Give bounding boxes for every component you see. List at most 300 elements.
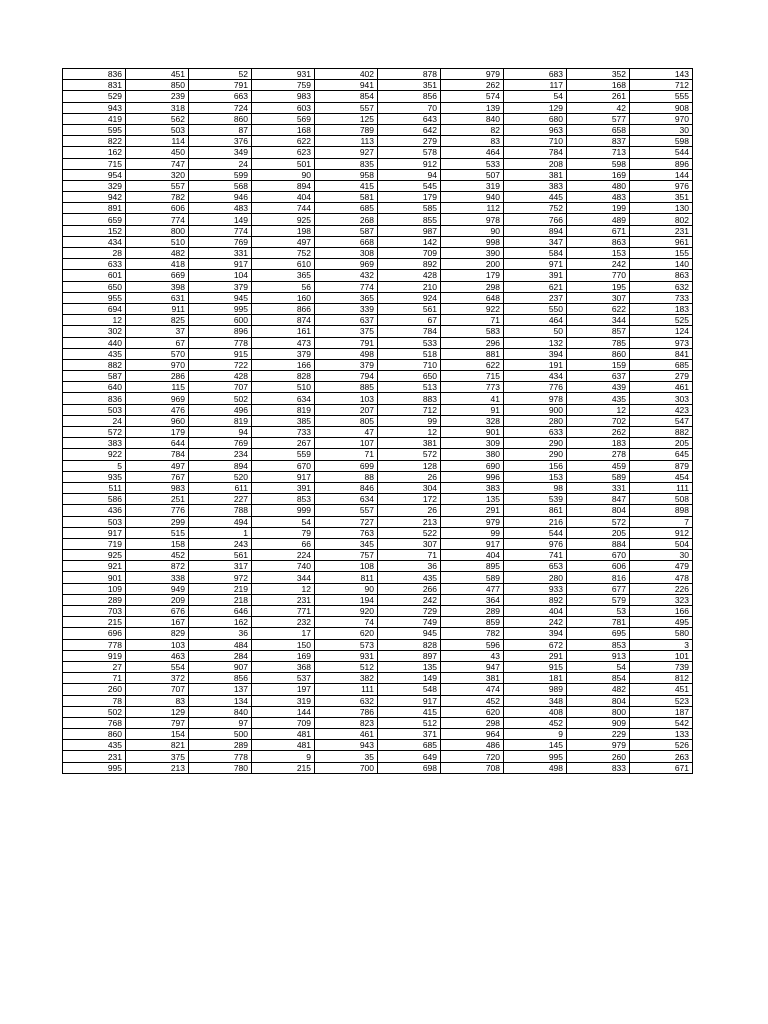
- table-cell: 921: [63, 561, 126, 572]
- table-cell: 402: [315, 69, 378, 80]
- table-row: [63, 315, 693, 326]
- table-row: [63, 438, 693, 449]
- table-cell: 489: [567, 214, 630, 225]
- table-cell: 872: [126, 561, 189, 572]
- table-row: [63, 203, 693, 214]
- table-cell: 931: [252, 69, 315, 80]
- table-cell: 741: [504, 550, 567, 561]
- table-cell: 894: [504, 225, 567, 236]
- table-cell: 973: [630, 337, 693, 348]
- table-row: [63, 538, 693, 549]
- table-cell: 229: [567, 729, 630, 740]
- table-row: [63, 717, 693, 728]
- table-cell: 215: [63, 617, 126, 628]
- table-cell: 91: [441, 404, 504, 415]
- table-cell: 696: [63, 628, 126, 639]
- table-row: [63, 695, 693, 706]
- table-cell: 907: [189, 661, 252, 672]
- table-cell: 464: [441, 147, 504, 158]
- table-row: [63, 359, 693, 370]
- table-row: [63, 460, 693, 471]
- table-cell: 584: [504, 248, 567, 259]
- table-cell: 920: [315, 606, 378, 617]
- table-row: [63, 80, 693, 91]
- table-cell: 480: [567, 180, 630, 191]
- table-cell: 234: [189, 449, 252, 460]
- table-cell: 784: [378, 326, 441, 337]
- table-cell: 42: [567, 102, 630, 113]
- table-cell: 712: [630, 80, 693, 91]
- table-cell: 620: [315, 628, 378, 639]
- table-cell: 583: [441, 326, 504, 337]
- table-cell: 1: [189, 527, 252, 538]
- table-cell: 769: [189, 438, 252, 449]
- table-cell: 128: [378, 460, 441, 471]
- table-cell: 36: [378, 561, 441, 572]
- table-cell: 784: [126, 449, 189, 460]
- table-cell: 419: [63, 113, 126, 124]
- table-cell: 143: [630, 69, 693, 80]
- table-row: [63, 639, 693, 650]
- table-row: [63, 192, 693, 203]
- table-cell: 111: [630, 482, 693, 493]
- table-cell: 296: [441, 337, 504, 348]
- table-cell: 50: [504, 326, 567, 337]
- table-cell: 504: [630, 538, 693, 549]
- table-cell: 828: [378, 639, 441, 650]
- table-cell: 797: [126, 717, 189, 728]
- table-cell: 226: [630, 583, 693, 594]
- table-cell: 210: [378, 281, 441, 292]
- table-cell: 107: [315, 438, 378, 449]
- table-cell: 319: [252, 695, 315, 706]
- table-cell: 329: [63, 180, 126, 191]
- table-cell: 522: [378, 527, 441, 538]
- table-cell: 461: [315, 729, 378, 740]
- table-cell: 232: [252, 617, 315, 628]
- table-cell: 854: [315, 91, 378, 102]
- table-cell: 365: [315, 292, 378, 303]
- table-cell: 477: [441, 583, 504, 594]
- table-cell: 503: [63, 516, 126, 527]
- table-cell: 863: [567, 236, 630, 247]
- table-cell: 435: [378, 572, 441, 583]
- table-cell: 503: [63, 404, 126, 415]
- table-cell: 135: [378, 661, 441, 672]
- table-row: [63, 684, 693, 695]
- table-cell: 348: [504, 695, 567, 706]
- table-cell: 778: [63, 639, 126, 650]
- table-cell: 149: [189, 214, 252, 225]
- table-row: [63, 326, 693, 337]
- table-cell: 995: [63, 762, 126, 773]
- table-cell: 149: [378, 673, 441, 684]
- table-cell: 729: [378, 606, 441, 617]
- table-row: [63, 594, 693, 605]
- table-cell: 103: [126, 639, 189, 650]
- table-cell: 976: [504, 538, 567, 549]
- table-cell: 183: [630, 303, 693, 314]
- table-cell: 945: [378, 628, 441, 639]
- table-cell: 289: [63, 594, 126, 605]
- table-cell: 464: [504, 315, 567, 326]
- table-cell: 112: [441, 203, 504, 214]
- table-cell: 778: [189, 337, 252, 348]
- table-cell: 168: [252, 124, 315, 135]
- table-cell: 262: [567, 427, 630, 438]
- table-cell: 646: [189, 606, 252, 617]
- table-cell: 523: [630, 695, 693, 706]
- table-cell: 216: [504, 516, 567, 527]
- table-cell: 415: [315, 180, 378, 191]
- table-cell: 260: [63, 684, 126, 695]
- table-cell: 776: [504, 382, 567, 393]
- table-cell: 317: [189, 561, 252, 572]
- table-cell: 931: [315, 650, 378, 661]
- table-cell: 213: [126, 762, 189, 773]
- table-cell: 12: [252, 583, 315, 594]
- table-cell: 963: [504, 124, 567, 135]
- table-cell: 153: [504, 471, 567, 482]
- table-cell: 570: [126, 348, 189, 359]
- table-row: [63, 214, 693, 225]
- table-cell: 724: [189, 102, 252, 113]
- table-row: [63, 427, 693, 438]
- table-cell: 510: [126, 236, 189, 247]
- table-cell: 213: [378, 516, 441, 527]
- table-cell: 883: [378, 393, 441, 404]
- table-cell: 371: [378, 729, 441, 740]
- table-cell: 242: [567, 259, 630, 270]
- table-cell: 915: [504, 661, 567, 672]
- table-cell: 5: [63, 460, 126, 471]
- table-cell: 610: [252, 259, 315, 270]
- table-cell: 482: [126, 248, 189, 259]
- table-cell: 811: [315, 572, 378, 583]
- table-cell: 733: [630, 292, 693, 303]
- table-row: [63, 617, 693, 628]
- table-row: [63, 180, 693, 191]
- table-cell: 319: [441, 180, 504, 191]
- table-cell: 954: [63, 169, 126, 180]
- table-cell: 606: [567, 561, 630, 572]
- table-cell: 733: [252, 427, 315, 438]
- table-cell: 896: [630, 158, 693, 169]
- table-cell: 87: [189, 124, 252, 135]
- table-row: [63, 270, 693, 281]
- table-cell: 368: [252, 661, 315, 672]
- table-cell: 885: [315, 382, 378, 393]
- table-cell: 861: [504, 505, 567, 516]
- table-cell: 922: [63, 449, 126, 460]
- table-cell: 383: [504, 180, 567, 191]
- table-cell: 574: [441, 91, 504, 102]
- table-row: [63, 561, 693, 572]
- table-cell: 949: [126, 583, 189, 594]
- table-cell: 280: [504, 572, 567, 583]
- table-cell: 829: [126, 628, 189, 639]
- table-cell: 79: [252, 527, 315, 538]
- table-cell: 998: [441, 236, 504, 247]
- table-cell: 109: [63, 583, 126, 594]
- table-cell: 99: [441, 527, 504, 538]
- table-cell: 500: [189, 729, 252, 740]
- table-cell: 589: [567, 471, 630, 482]
- table-cell: 580: [630, 628, 693, 639]
- table-cell: 853: [567, 639, 630, 650]
- table-cell: 774: [126, 214, 189, 225]
- table-cell: 12: [63, 315, 126, 326]
- table-cell: 209: [126, 594, 189, 605]
- table-cell: 115: [126, 382, 189, 393]
- table-cell: 303: [630, 393, 693, 404]
- table-cell: 855: [378, 214, 441, 225]
- table-cell: 715: [63, 158, 126, 169]
- table-cell: 328: [441, 415, 504, 426]
- table-cell: 286: [126, 371, 189, 382]
- table-cell: 331: [567, 482, 630, 493]
- table-cell: 194: [315, 594, 378, 605]
- table-cell: 78: [63, 695, 126, 706]
- table-cell: 30: [630, 124, 693, 135]
- table-cell: 854: [567, 673, 630, 684]
- table-cell: 539: [504, 494, 567, 505]
- table-cell: 978: [441, 214, 504, 225]
- table-cell: 771: [252, 606, 315, 617]
- table-cell: 685: [630, 359, 693, 370]
- table-row: [63, 259, 693, 270]
- table-cell: 481: [252, 740, 315, 751]
- table-cell: 428: [189, 371, 252, 382]
- table-cell: 434: [504, 371, 567, 382]
- table-cell: 482: [567, 684, 630, 695]
- table-cell: 911: [126, 303, 189, 314]
- table-row: [63, 136, 693, 147]
- table-cell: 561: [189, 550, 252, 561]
- data-table: [62, 68, 693, 774]
- table-cell: 925: [63, 550, 126, 561]
- table-cell: 150: [252, 639, 315, 650]
- table-cell: 454: [630, 471, 693, 482]
- table-cell: 299: [126, 516, 189, 527]
- table-cell: 483: [567, 192, 630, 203]
- table-cell: 644: [126, 438, 189, 449]
- table-cell: 685: [315, 203, 378, 214]
- table-cell: 620: [441, 706, 504, 717]
- table-cell: 90: [252, 169, 315, 180]
- table-cell: 909: [567, 717, 630, 728]
- table-cell: 83: [441, 136, 504, 147]
- table-cell: 784: [504, 147, 567, 158]
- table-cell: 114: [126, 136, 189, 147]
- table-cell: 847: [567, 494, 630, 505]
- table-cell: 898: [630, 505, 693, 516]
- table-cell: 695: [567, 628, 630, 639]
- table-cell: 103: [315, 393, 378, 404]
- table-cell: 291: [441, 505, 504, 516]
- table-cell: 501: [252, 158, 315, 169]
- table-cell: 483: [189, 203, 252, 214]
- table-row: [63, 169, 693, 180]
- table-cell: 943: [63, 102, 126, 113]
- table-cell: 153: [567, 248, 630, 259]
- table-cell: 67: [126, 337, 189, 348]
- table-row: [63, 494, 693, 505]
- table-cell: 882: [630, 427, 693, 438]
- table-cell: 166: [252, 359, 315, 370]
- table-cell: 304: [378, 482, 441, 493]
- table-cell: 979: [441, 69, 504, 80]
- table-cell: 289: [189, 740, 252, 751]
- table-cell: 650: [378, 371, 441, 382]
- table-cell: 473: [252, 337, 315, 348]
- table-cell: 577: [567, 113, 630, 124]
- table-cell: 197: [252, 684, 315, 695]
- table-cell: 821: [126, 740, 189, 751]
- table-cell: 933: [504, 583, 567, 594]
- table-cell: 290: [504, 449, 567, 460]
- table-cell: 289: [441, 606, 504, 617]
- table-cell: 205: [630, 438, 693, 449]
- table-cell: 111: [315, 684, 378, 695]
- table-cell: 167: [126, 617, 189, 628]
- table-row: [63, 606, 693, 617]
- table-cell: 144: [252, 706, 315, 717]
- table-cell: 896: [189, 326, 252, 337]
- table-cell: 508: [630, 494, 693, 505]
- table-cell: 598: [630, 136, 693, 147]
- table-cell: 435: [63, 348, 126, 359]
- table-cell: 404: [252, 192, 315, 203]
- table-cell: 917: [441, 538, 504, 549]
- table-cell: 345: [315, 538, 378, 549]
- table-cell: 699: [315, 460, 378, 471]
- table-cell: 800: [567, 706, 630, 717]
- table-cell: 700: [315, 762, 378, 773]
- table-cell: 542: [630, 717, 693, 728]
- table-cell: 7: [630, 516, 693, 527]
- table-cell: 36: [189, 628, 252, 639]
- table-cell: 710: [504, 136, 567, 147]
- table-cell: 856: [189, 673, 252, 684]
- table-cell: 913: [567, 650, 630, 661]
- table-row: [63, 706, 693, 717]
- table-cell: 587: [315, 225, 378, 236]
- table-cell: 70: [378, 102, 441, 113]
- table-cell: 104: [189, 270, 252, 281]
- table-cell: 623: [252, 147, 315, 158]
- table-row: [63, 673, 693, 684]
- table-cell: 559: [252, 449, 315, 460]
- table-cell: 548: [378, 684, 441, 695]
- table-cell: 503: [126, 124, 189, 135]
- table-cell: 181: [504, 673, 567, 684]
- table-cell: 927: [315, 147, 378, 158]
- table-cell: 208: [504, 158, 567, 169]
- table-cell: 435: [567, 393, 630, 404]
- table-cell: 633: [63, 259, 126, 270]
- table-cell: 768: [63, 717, 126, 728]
- table-cell: 816: [567, 572, 630, 583]
- table-cell: 308: [315, 248, 378, 259]
- table-cell: 825: [126, 315, 189, 326]
- table-row: [63, 147, 693, 158]
- table-cell: 879: [630, 460, 693, 471]
- table-cell: 720: [441, 751, 504, 762]
- table-cell: 805: [315, 415, 378, 426]
- table-cell: 520: [189, 471, 252, 482]
- table-cell: 650: [63, 281, 126, 292]
- table-cell: 715: [441, 371, 504, 382]
- table-cell: 97: [189, 717, 252, 728]
- table-cell: 452: [504, 717, 567, 728]
- table-cell: 894: [252, 180, 315, 191]
- table-cell: 677: [567, 583, 630, 594]
- table-cell: 279: [630, 371, 693, 382]
- table-cell: 195: [567, 281, 630, 292]
- table-cell: 785: [567, 337, 630, 348]
- table-cell: 603: [252, 102, 315, 113]
- table-cell: 200: [441, 259, 504, 270]
- table-cell: 461: [630, 382, 693, 393]
- table-cell: 218: [189, 594, 252, 605]
- table-row: [63, 281, 693, 292]
- table-cell: 242: [504, 617, 567, 628]
- table-cell: 205: [567, 527, 630, 538]
- table-cell: 533: [441, 158, 504, 169]
- table-cell: 124: [630, 326, 693, 337]
- table-cell: 782: [441, 628, 504, 639]
- table-cell: 554: [126, 661, 189, 672]
- table-cell: 28: [63, 248, 126, 259]
- table-cell: 778: [189, 751, 252, 762]
- table-cell: 586: [63, 494, 126, 505]
- table-row: [63, 303, 693, 314]
- table-cell: 987: [378, 225, 441, 236]
- table-cell: 88: [315, 471, 378, 482]
- table-cell: 860: [189, 113, 252, 124]
- table-cell: 3: [630, 639, 693, 650]
- table-cell: 969: [126, 393, 189, 404]
- table-cell: 239: [126, 91, 189, 102]
- table-cell: 769: [189, 236, 252, 247]
- table-cell: 83: [126, 695, 189, 706]
- table-cell: 595: [63, 124, 126, 135]
- table-cell: 857: [567, 326, 630, 337]
- table-cell: 140: [630, 259, 693, 270]
- table-cell: 946: [189, 192, 252, 203]
- table-cell: 562: [126, 113, 189, 124]
- table-cell: 502: [63, 706, 126, 717]
- table-cell: 513: [378, 382, 441, 393]
- table-cell: 544: [504, 527, 567, 538]
- table-cell: 169: [567, 169, 630, 180]
- table-cell: 943: [315, 740, 378, 751]
- table-cell: 983: [252, 91, 315, 102]
- table-cell: 892: [378, 259, 441, 270]
- table-cell: 445: [504, 192, 567, 203]
- table-cell: 622: [441, 359, 504, 370]
- table-cell: 231: [252, 594, 315, 605]
- table-cell: 727: [315, 516, 378, 527]
- table-cell: 878: [378, 69, 441, 80]
- table-cell: 290: [504, 438, 567, 449]
- table-cell: 881: [441, 348, 504, 359]
- table-cell: 199: [567, 203, 630, 214]
- table-cell: 436: [63, 505, 126, 516]
- table-cell: 262: [441, 80, 504, 91]
- table-cell: 573: [315, 639, 378, 650]
